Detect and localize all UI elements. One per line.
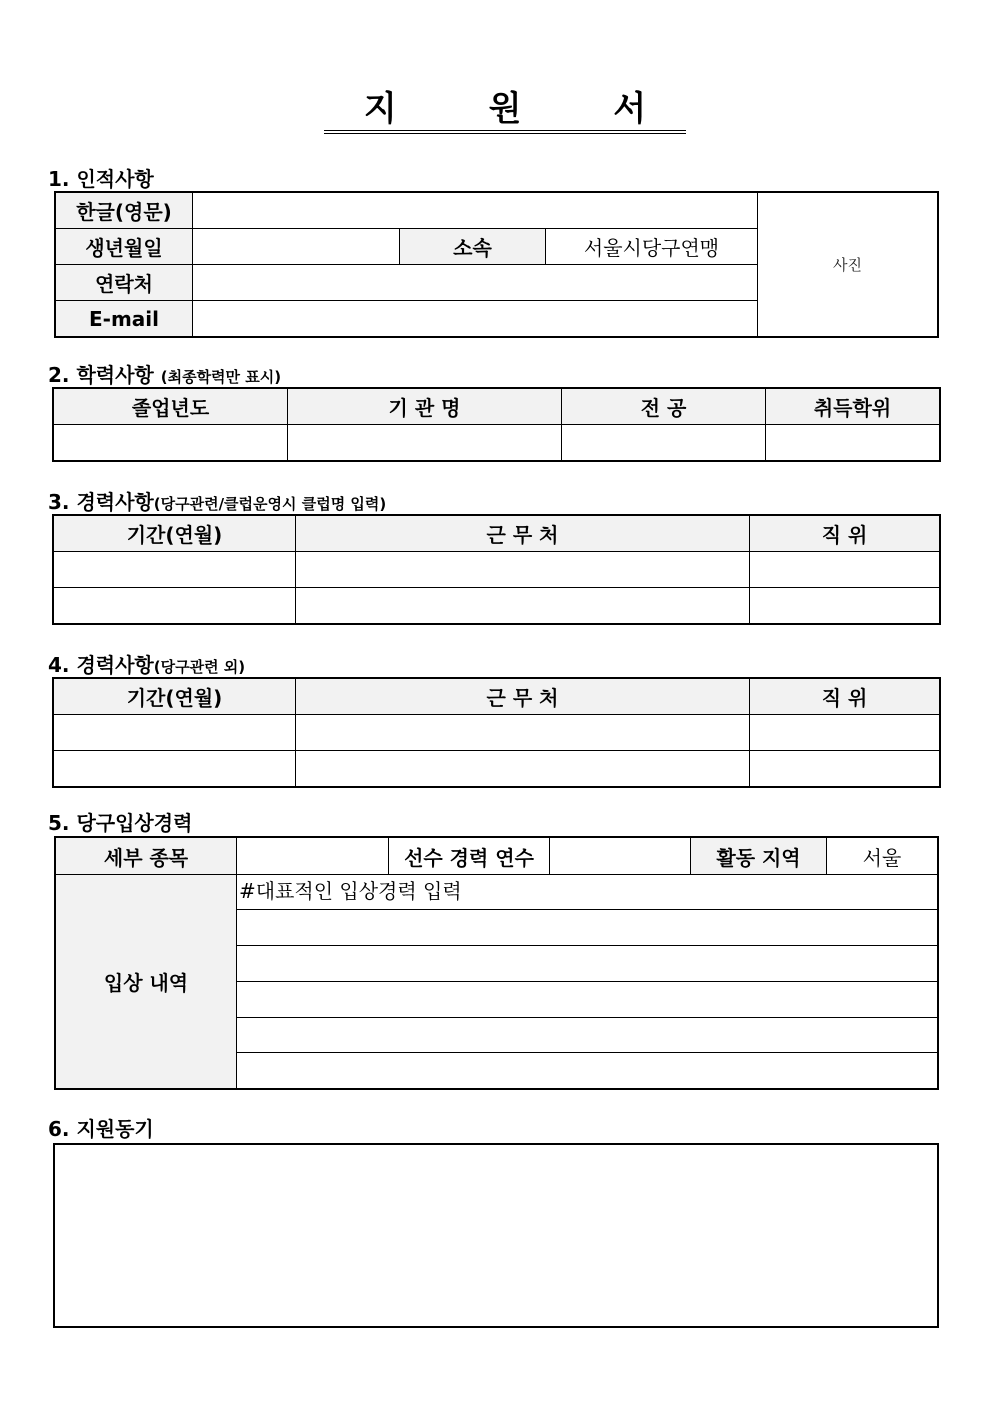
section-3-heading <box>48 490 386 516</box>
workplace-field[interactable] <box>296 751 750 787</box>
event-field[interactable] <box>237 838 389 875</box>
section-2-note: (최종학력만 표시) <box>160 368 282 386</box>
col-degree: 취득학위 <box>766 389 940 425</box>
grad-year-field[interactable] <box>54 425 288 461</box>
affiliation-field[interactable]: 서울시당구연맹 <box>546 229 758 265</box>
col-grad-year: 졸업년도 <box>54 389 288 425</box>
major-field[interactable] <box>562 425 766 461</box>
institution-field[interactable] <box>288 425 562 461</box>
col-period: 기간(연월) <box>54 679 296 715</box>
workplace-field[interactable] <box>296 588 750 624</box>
awards-label: 입상 내역 <box>56 875 237 1089</box>
col-position: 직 위 <box>750 516 940 552</box>
period-field[interactable] <box>54 751 296 787</box>
career-other-table <box>53 678 940 787</box>
motivation-field[interactable] <box>53 1143 939 1328</box>
contact-field[interactable] <box>193 265 758 301</box>
position-field[interactable] <box>750 715 940 751</box>
birth-label: 생년월일 <box>56 229 193 265</box>
position-field[interactable] <box>750 552 940 588</box>
period-field[interactable] <box>54 552 296 588</box>
position-field[interactable] <box>750 751 940 787</box>
section-4-heading <box>48 653 245 679</box>
years-label: 선수 경력 연수 <box>389 838 550 875</box>
name-field[interactable] <box>193 193 758 229</box>
name-label: 한글(영문) <box>56 193 193 229</box>
years-field[interactable] <box>550 838 691 875</box>
workplace-field[interactable] <box>296 552 750 588</box>
col-institution: 기 관 명 <box>288 389 562 425</box>
section-2-title: 2. 학력사항 <box>48 363 154 387</box>
award-row-4[interactable] <box>237 982 938 1018</box>
degree-field[interactable] <box>766 425 940 461</box>
col-position: 직 위 <box>750 679 940 715</box>
career-billiards-table <box>53 515 940 624</box>
award-row-3[interactable] <box>237 946 938 982</box>
section-5-heading: 5. 당구입상경력 <box>48 811 193 835</box>
section-3-note: (당구관련/클럽운영시 클럽명 입력) <box>153 495 387 513</box>
section-4-title: 4. 경력사항 <box>48 653 154 677</box>
award-row-6[interactable] <box>237 1053 938 1089</box>
region-field[interactable]: 서울 <box>827 838 938 875</box>
col-workplace: 근 무 처 <box>296 679 750 715</box>
education-table <box>53 388 940 461</box>
table-row <box>54 715 940 751</box>
contact-label: 연락처 <box>56 265 193 301</box>
personal-info-table <box>55 192 938 337</box>
col-major: 전 공 <box>562 389 766 425</box>
awards-table <box>55 837 938 1089</box>
document-title: 지 원 서 <box>0 88 992 134</box>
workplace-field[interactable] <box>296 715 750 751</box>
photo-box[interactable]: 사진 <box>758 193 938 337</box>
position-field[interactable] <box>750 588 940 624</box>
period-field[interactable] <box>54 588 296 624</box>
section-2-heading <box>48 363 281 389</box>
award-row-2[interactable] <box>237 910 938 946</box>
section-4-note: (당구관련 외) <box>153 658 246 676</box>
region-label: 활동 지역 <box>691 838 827 875</box>
email-label: E-mail <box>56 301 193 337</box>
period-field[interactable] <box>54 715 296 751</box>
col-period: 기간(연월) <box>54 516 296 552</box>
award-row-5[interactable] <box>237 1018 938 1053</box>
birth-field[interactable] <box>193 229 400 265</box>
event-label: 세부 종목 <box>56 838 237 875</box>
award-row-1[interactable]: #대표적인 입상경력 입력 <box>237 875 938 910</box>
table-row <box>54 552 940 588</box>
col-workplace: 근 무 처 <box>296 516 750 552</box>
section-1-heading: 1. 인적사항 <box>48 167 154 191</box>
table-row <box>54 588 940 624</box>
email-field[interactable] <box>193 301 758 337</box>
section-3-title: 3. 경력사항 <box>48 490 154 514</box>
section-6-heading: 6. 지원동기 <box>48 1117 154 1141</box>
affiliation-label: 소속 <box>400 229 546 265</box>
table-row <box>54 751 940 787</box>
